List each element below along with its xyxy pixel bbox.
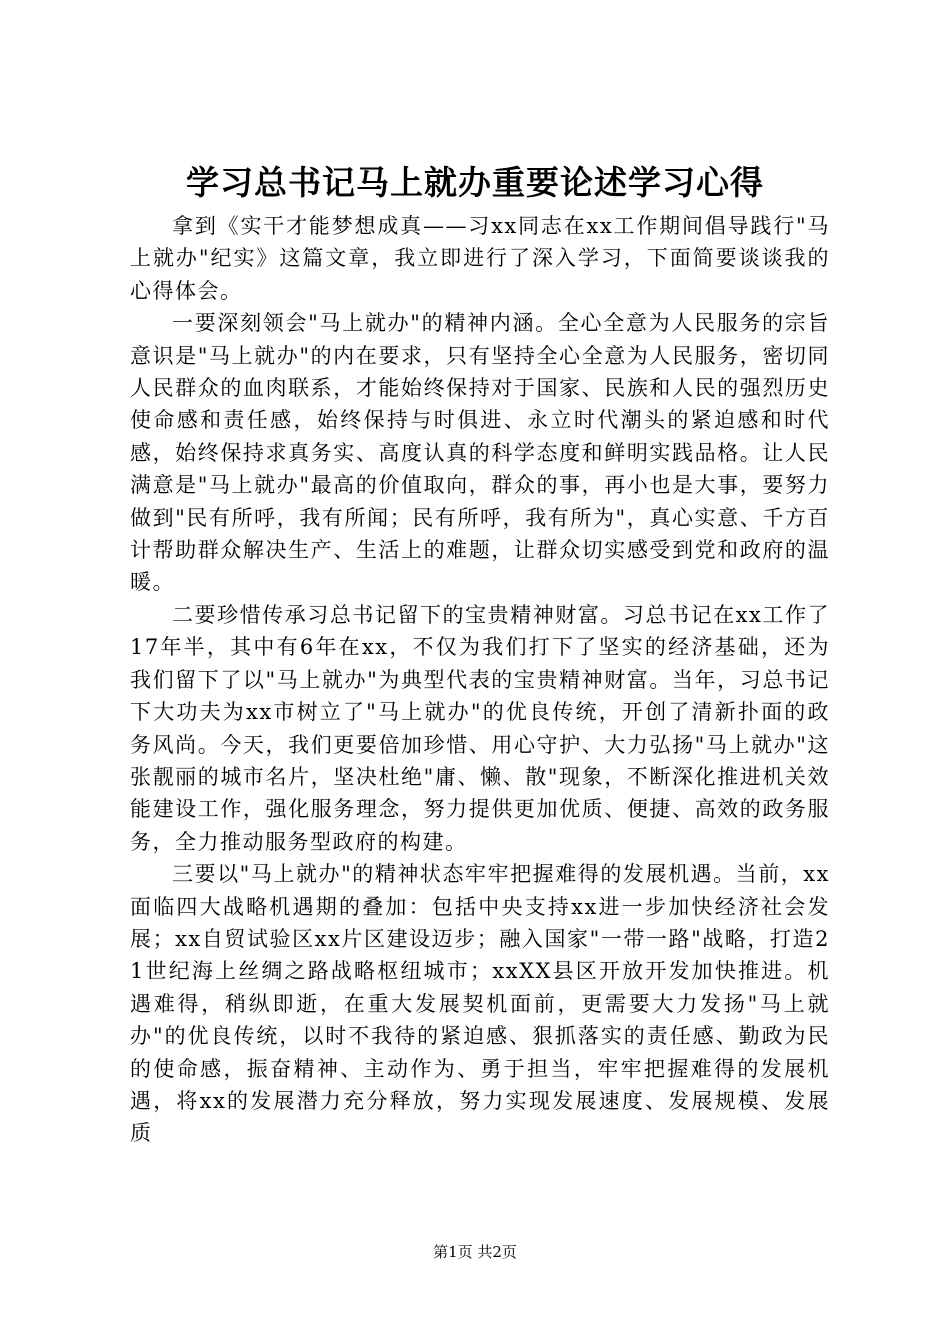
paragraph-point-one: 一要深刻领会"马上就办"的精神内涵。全心全意为人民服务的宗旨意识是"马上就办"的内在要求，只有坚持全心全意为人民服务，密切同人民群众的血肉联系，才能始终保持对于国家、民族和人民的强烈历史使命感和责任感，始终保持与时俱进、永立时代潮头的紧迫感和时代感，始终保持求真务实、高度认真的科学态度和鲜明实践品格。让人民满意是"马上就办"最高的价值取向，群众的事，再小也是大事，要努力做到"民有所呼，我有所闻；民有所呼，我有所为"，真心实意、千方百计帮助群众解决生产、生活上的难题，让群众切实感受到党和政府的温暖。 — [130, 311, 830, 595]
page-footer: 第1页 共2页 — [433, 1243, 517, 1261]
paragraph-point-two: 二要珍惜传承习总书记留下的宝贵精神财富。习总书记在xx工作了17年半，其中有6年在xx，不仅为我们打下了坚实的经济基础，还为我们留下了以"马上就办"为典型代表的宝贵精神财富。当年，习总书记下大功夫为xx市树立了"马上就办"的优良传统，开创了清新扑面的政务风尚。今天，我们更要倍加珍惜、用心守护、大力弘扬"马上就办"这张靓丽的城市名片，坚决杜绝"庸、懒、散"现象，不断深化推进机关效能建设工作，强化服务理念，努力提供更加优质、便捷、高效的政务服务，全力推动服务型政府的构建。 — [130, 602, 830, 854]
document-title: 学习总书记马上就办重要论述学习心得 — [186, 163, 764, 202]
paragraph-point-three: 三要以"马上就办"的精神状态牢牢把握难得的发展机遇。当前，xx面临四大战略机遇期的叠加：包括中央支持xx进一步加快经济社会发展；xx自贸试验区xx片区建设迈步；融入国家"一带一路"战略，打造21世纪海上丝绸之路战略枢纽城市；xxXX县区开放开发加快推进。机遇难得，稍纵即逝，在重大发展契机面前，更需要大力发扬"马上就办"的优良传统，以时不我待的紧迫感、狠抓落实的责任感、勤政为民的使命感，振奋精神、主动作为、勇于担当，牢牢把握难得的发展机遇，将xx的发展潜力充分释放，努力实现发展速度、发展规模、发展质 — [130, 862, 830, 1146]
paragraph-intro: 拿到《实干才能梦想成真——习xx同志在xx工作期间倡导践行"马上就办"纪实》这篇文章，我立即进行了深入学习，下面简要谈谈我的心得体会。 — [130, 214, 830, 303]
document-body — [130, 210, 830, 1150]
